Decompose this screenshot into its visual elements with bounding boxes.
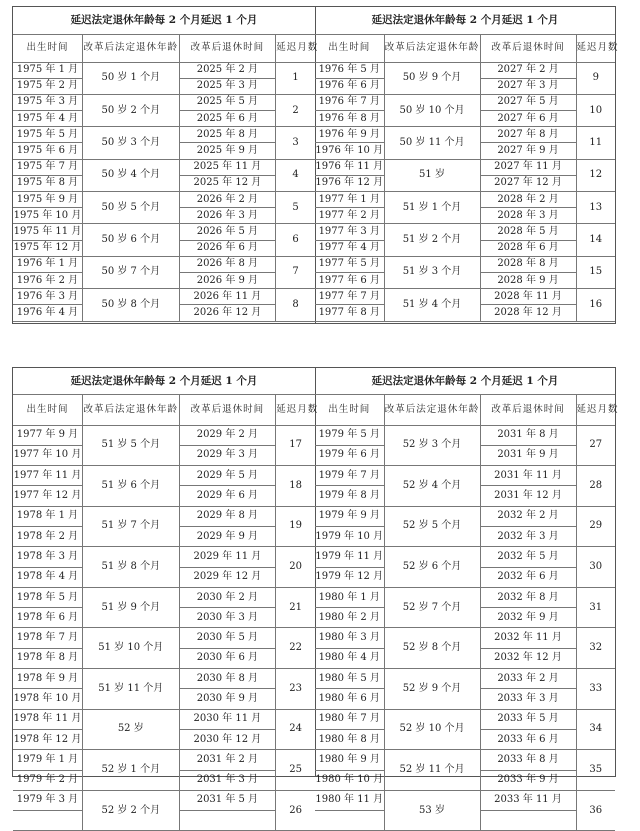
retirement-age-cell: 52 岁 6 个月 — [384, 547, 480, 588]
retirement-age-cell: 50 岁 10 个月 — [384, 94, 480, 126]
retirement-date-cell: 2029 年 5 月 — [179, 466, 276, 486]
retirement-date-cell: 2025 年 11 月 — [179, 159, 276, 175]
retirement-date-cell: 2025 年 5 月 — [179, 94, 276, 110]
title-row — [315, 368, 615, 394]
delay-months-cell: 18 — [276, 466, 315, 507]
delay-header: 延迟月数 — [276, 34, 315, 62]
birth-month-cell: 1975 年 7 月 — [13, 159, 82, 175]
retirement-date-cell: 2028 年 5 月 — [480, 224, 576, 240]
birth-month-cell: 1975 年 3 月 — [13, 94, 82, 110]
table-half-right — [315, 7, 619, 323]
table-row — [315, 224, 615, 240]
retirement-date-cell: 2026 年 5 月 — [179, 224, 276, 240]
birth-month-cell: 1979 年 1 月 — [13, 750, 82, 770]
delay-months-cell: 20 — [276, 547, 315, 588]
delay-months-cell: 32 — [576, 628, 615, 669]
retirement-date-cell: 2027 年 9 月 — [480, 143, 576, 159]
birth-month-cell: 1975 年 5 月 — [13, 127, 82, 143]
table-row — [315, 506, 615, 526]
retirement-date-cell: 2030 年 12 月 — [179, 729, 276, 749]
birth-month-cell: 1977 年 9 月 — [13, 425, 82, 445]
table-row — [13, 669, 315, 689]
delay-months-cell: 11 — [576, 127, 615, 159]
delay-months-cell: 2 — [276, 94, 315, 126]
retirement-date-cell: 2027 年 6 月 — [480, 111, 576, 127]
table-row — [315, 790, 615, 810]
retirement-age-cell: 51 岁 4 个月 — [384, 289, 480, 321]
birth-month-cell: 1979 年 7 月 — [315, 466, 384, 486]
retirement-age-cell: 52 岁 1 个月 — [82, 750, 179, 791]
retirement-age-cell: 51 岁 10 个月 — [82, 628, 179, 669]
birth-month-cell: 1975 年 6 月 — [13, 143, 82, 159]
table-row — [315, 669, 615, 689]
retirement-date-cell: 2033 年 8 月 — [480, 750, 576, 770]
birth-month-cell: 1977 年 2 月 — [315, 208, 384, 224]
retirement-date-cell: 2031 年 2 月 — [179, 750, 276, 770]
delay-months-cell: 19 — [276, 506, 315, 547]
retirement-date-cell: 2030 年 9 月 — [179, 689, 276, 709]
birth-month-cell: 1980 年 2 月 — [315, 608, 384, 628]
retirement-age-cell: 51 岁 2 个月 — [384, 224, 480, 256]
delay-months-cell: 36 — [576, 790, 615, 831]
birth-month-cell: 1976 年 6 月 — [315, 78, 384, 94]
table-row — [315, 587, 615, 607]
table-row — [315, 750, 615, 770]
retirement-table — [13, 368, 319, 831]
birth-month-cell: 1980 年 11 月 — [315, 790, 384, 810]
retirement-date-cell: 2026 年 8 月 — [179, 256, 276, 272]
birth-month-cell: 1980 年 8 月 — [315, 729, 384, 749]
delay-months-cell: 34 — [576, 709, 615, 750]
retirement-age-cell: 52 岁 2 个月 — [82, 790, 179, 831]
birth-month-cell: 1980 年 10 月 — [315, 770, 384, 790]
retirement-date-cell: 2027 年 11 月 — [480, 159, 576, 175]
birth-header: 出生时间 — [13, 394, 82, 425]
delay-months-cell: 9 — [576, 62, 615, 94]
birth-month-cell: 1979 年 2 月 — [13, 770, 82, 790]
retirement-table — [315, 368, 619, 831]
retirement-age-cell: 50 岁 9 个月 — [384, 62, 480, 94]
birth-month-cell: 1976 年 3 月 — [13, 289, 82, 305]
retirement-date-cell: 2026 年 11 月 — [179, 289, 276, 305]
birth-month-cell: 1976 年 10 月 — [315, 143, 384, 159]
retirement-date-cell: 2028 年 9 月 — [480, 272, 576, 288]
retirement-date-cell: 2027 年 8 月 — [480, 127, 576, 143]
retirement-date-cell: 2029 年 3 月 — [179, 445, 276, 465]
retirement-age-cell: 50 岁 3 个月 — [82, 127, 179, 159]
table-title: 延迟法定退休年龄每 2 个月延迟 1 个月 — [13, 7, 315, 34]
retire-date-header: 改革后退休时间 — [480, 394, 576, 425]
retirement-date-cell — [179, 811, 276, 831]
retirement-date-cell: 2033 年 6 月 — [480, 729, 576, 749]
birth-month-cell: 1977 年 5 月 — [315, 256, 384, 272]
birth-month-cell: 1976 年 7 月 — [315, 94, 384, 110]
retirement-date-cell: 2026 年 3 月 — [179, 208, 276, 224]
retirement-date-cell: 2031 年 8 月 — [480, 425, 576, 445]
retirement-age-cell: 51 岁 7 个月 — [82, 506, 179, 547]
delay-months-cell: 16 — [576, 289, 615, 321]
birth-header: 出生时间 — [315, 34, 384, 62]
birth-month-cell: 1979 年 11 月 — [315, 547, 384, 567]
retire-date-header: 改革后退休时间 — [480, 34, 576, 62]
title-row — [315, 7, 615, 34]
birth-month-cell: 1978 年 4 月 — [13, 567, 82, 587]
birth-month-cell: 1975 年 10 月 — [13, 208, 82, 224]
header-row — [13, 34, 315, 62]
birth-month-cell: 1979 年 3 月 — [13, 790, 82, 810]
age-header: 改革后法定退休年龄 — [82, 34, 179, 62]
retirement-date-cell: 2029 年 6 月 — [179, 486, 276, 506]
retirement-age-cell: 52 岁 10 个月 — [384, 709, 480, 750]
retirement-date-cell: 2030 年 8 月 — [179, 669, 276, 689]
retirement-date-cell: 2029 年 12 月 — [179, 567, 276, 587]
birth-month-cell: 1980 年 6 月 — [315, 689, 384, 709]
header-row — [315, 34, 615, 62]
table-row — [13, 506, 315, 526]
birth-month-cell: 1980 年 7 月 — [315, 709, 384, 729]
table-row — [13, 425, 315, 445]
table-row — [13, 466, 315, 486]
delay-months-cell: 35 — [576, 750, 615, 791]
retirement-date-cell: 2025 年 9 月 — [179, 143, 276, 159]
retirement-date-cell: 2026 年 6 月 — [179, 240, 276, 256]
retirement-date-cell: 2032 年 8 月 — [480, 587, 576, 607]
retirement-date-cell: 2032 年 11 月 — [480, 628, 576, 648]
birth-month-cell: 1978 年 11 月 — [13, 709, 82, 729]
retirement-date-cell: 2028 年 6 月 — [480, 240, 576, 256]
table-row — [315, 94, 615, 110]
table-row — [13, 94, 315, 110]
retirement-age-cell: 51 岁 3 个月 — [384, 256, 480, 288]
retirement-date-cell: 2030 年 5 月 — [179, 628, 276, 648]
retirement-age-cell: 51 岁 11 个月 — [82, 669, 179, 710]
retirement-date-cell: 2032 年 9 月 — [480, 608, 576, 628]
table-title: 延迟法定退休年龄每 2 个月延迟 1 个月 — [315, 368, 615, 394]
birth-month-cell: 1978 年 5 月 — [13, 587, 82, 607]
table-row — [315, 425, 615, 445]
birth-month-cell: 1978 年 12 月 — [13, 729, 82, 749]
retirement-date-cell: 2033 年 11 月 — [480, 790, 576, 810]
retirement-date-cell: 2027 年 12 月 — [480, 175, 576, 191]
birth-month-cell: 1975 年 1 月 — [13, 62, 82, 78]
table-row — [315, 289, 615, 305]
retirement-age-cell: 52 岁 5 个月 — [384, 506, 480, 547]
retire-date-header: 改革后退休时间 — [179, 34, 276, 62]
retirement-date-cell: 2025 年 6 月 — [179, 111, 276, 127]
retirement-date-cell: 2027 年 5 月 — [480, 94, 576, 110]
table-row — [315, 62, 615, 78]
table-row — [315, 547, 615, 567]
birth-month-cell: 1979 年 9 月 — [315, 506, 384, 526]
delay-months-cell: 1 — [276, 62, 315, 94]
birth-month-cell: 1978 年 2 月 — [13, 526, 82, 546]
delay-months-cell: 25 — [276, 750, 315, 791]
delay-months-cell: 14 — [576, 224, 615, 256]
birth-month-cell: 1978 年 6 月 — [13, 608, 82, 628]
retirement-date-cell: 2029 年 11 月 — [179, 547, 276, 567]
birth-month-cell: 1977 年 7 月 — [315, 289, 384, 305]
delay-months-cell: 17 — [276, 425, 315, 466]
retirement-table — [315, 7, 619, 322]
delay-months-cell: 31 — [576, 587, 615, 628]
delay-months-cell: 23 — [276, 669, 315, 710]
retirement-age-cell: 52 岁 — [82, 709, 179, 750]
table-row — [315, 127, 615, 143]
delay-months-cell: 29 — [576, 506, 615, 547]
table-half-right — [315, 368, 619, 816]
delay-header: 延迟月数 — [276, 394, 315, 425]
retirement-date-cell: 2025 年 3 月 — [179, 78, 276, 94]
birth-month-cell: 1977 年 10 月 — [13, 445, 82, 465]
birth-month-cell: 1975 年 11 月 — [13, 224, 82, 240]
table-row — [13, 628, 315, 648]
birth-month-cell: 1978 年 10 月 — [13, 689, 82, 709]
retirement-age-cell: 50 岁 5 个月 — [82, 192, 179, 224]
retirement-date-cell: 2031 年 3 月 — [179, 770, 276, 790]
retirement-date-cell: 2027 年 3 月 — [480, 78, 576, 94]
table-row — [13, 127, 315, 143]
table-row — [13, 547, 315, 567]
birth-month-cell: 1978 年 1 月 — [13, 506, 82, 526]
retirement-age-cell: 53 岁 — [384, 790, 480, 831]
birth-month-cell: 1976 年 1 月 — [13, 256, 82, 272]
table-title: 延迟法定退休年龄每 2 个月延迟 1 个月 — [13, 368, 315, 394]
retirement-date-cell: 2026 年 2 月 — [179, 192, 276, 208]
retirement-age-cell: 51 岁 8 个月 — [82, 547, 179, 588]
retirement-date-cell: 2027 年 2 月 — [480, 62, 576, 78]
delay-header: 延迟月数 — [576, 394, 615, 425]
retirement-age-cell: 50 岁 2 个月 — [82, 94, 179, 126]
birth-month-cell: 1976 年 8 月 — [315, 111, 384, 127]
birth-month-cell: 1975 年 9 月 — [13, 192, 82, 208]
age-header: 改革后法定退休年龄 — [384, 34, 480, 62]
retirement-date-cell: 2030 年 3 月 — [179, 608, 276, 628]
table-half-left — [13, 368, 319, 816]
birth-month-cell: 1980 年 5 月 — [315, 669, 384, 689]
table-row — [315, 159, 615, 175]
birth-month-cell: 1976 年 2 月 — [13, 272, 82, 288]
birth-month-cell: 1978 年 7 月 — [13, 628, 82, 648]
retirement-date-cell: 2029 年 9 月 — [179, 526, 276, 546]
delay-months-cell: 15 — [576, 256, 615, 288]
table-row — [315, 628, 615, 648]
table-title: 延迟法定退休年龄每 2 个月延迟 1 个月 — [315, 7, 615, 34]
retirement-date-cell — [480, 811, 576, 831]
birth-month-cell: 1980 年 1 月 — [315, 587, 384, 607]
birth-month-cell: 1976 年 11 月 — [315, 159, 384, 175]
retirement-date-cell: 2028 年 2 月 — [480, 192, 576, 208]
retirement-age-cell: 52 岁 11 个月 — [384, 750, 480, 791]
retirement-date-cell: 2025 年 12 月 — [179, 175, 276, 191]
retirement-age-cell: 50 岁 8 个月 — [82, 289, 179, 321]
retirement-date-cell: 2030 年 6 月 — [179, 648, 276, 668]
delay-months-cell: 3 — [276, 127, 315, 159]
delay-months-cell: 28 — [576, 466, 615, 507]
birth-month-cell: 1975 年 12 月 — [13, 240, 82, 256]
retirement-date-cell: 2025 年 2 月 — [179, 62, 276, 78]
header-row — [315, 394, 615, 425]
delay-months-cell: 8 — [276, 289, 315, 321]
birth-month-cell: 1979 年 12 月 — [315, 567, 384, 587]
retirement-date-cell: 2026 年 12 月 — [179, 305, 276, 321]
retirement-date-cell: 2032 年 12 月 — [480, 648, 576, 668]
table-half-left — [13, 7, 319, 323]
retirement-date-cell: 2031 年 9 月 — [480, 445, 576, 465]
table-row — [13, 62, 315, 78]
table-row — [315, 709, 615, 729]
table-row — [13, 159, 315, 175]
retirement-table-block-1 — [12, 6, 619, 324]
birth-month-cell: 1976 年 9 月 — [315, 127, 384, 143]
retirement-table — [13, 7, 319, 322]
retirement-date-cell: 2031 年 11 月 — [480, 466, 576, 486]
retirement-date-cell: 2028 年 12 月 — [480, 305, 576, 321]
retirement-date-cell: 2028 年 11 月 — [480, 289, 576, 305]
retirement-age-cell: 52 岁 4 个月 — [384, 466, 480, 507]
birth-month-cell — [13, 811, 82, 831]
birth-header: 出生时间 — [315, 394, 384, 425]
delay-header: 延迟月数 — [576, 34, 615, 62]
delay-months-cell: 30 — [576, 547, 615, 588]
birth-month-cell: 1977 年 12 月 — [13, 486, 82, 506]
retirement-date-cell: 2033 年 9 月 — [480, 770, 576, 790]
table-row — [13, 192, 315, 208]
retirement-age-cell: 51 岁 5 个月 — [82, 425, 179, 466]
retirement-date-cell: 2032 年 3 月 — [480, 526, 576, 546]
delay-months-cell: 4 — [276, 159, 315, 191]
delay-months-cell: 22 — [276, 628, 315, 669]
retirement-date-cell: 2032 年 5 月 — [480, 547, 576, 567]
retirement-age-cell: 52 岁 9 个月 — [384, 669, 480, 710]
birth-month-cell: 1978 年 8 月 — [13, 648, 82, 668]
retirement-date-cell: 2025 年 8 月 — [179, 127, 276, 143]
birth-month-cell: 1979 年 8 月 — [315, 486, 384, 506]
retirement-date-cell: 2026 年 9 月 — [179, 272, 276, 288]
retirement-age-cell: 50 岁 7 个月 — [82, 256, 179, 288]
birth-month-cell: 1977 年 11 月 — [13, 466, 82, 486]
birth-month-cell: 1975 年 8 月 — [13, 175, 82, 191]
table-row — [13, 256, 315, 272]
age-header: 改革后法定退休年龄 — [384, 394, 480, 425]
retirement-age-cell: 51 岁 9 个月 — [82, 587, 179, 628]
birth-month-cell: 1980 年 3 月 — [315, 628, 384, 648]
birth-month-cell: 1979 年 6 月 — [315, 445, 384, 465]
retirement-age-cell: 52 岁 8 个月 — [384, 628, 480, 669]
table-row — [13, 709, 315, 729]
birth-month-cell: 1978 年 9 月 — [13, 669, 82, 689]
title-row — [13, 7, 315, 34]
delay-months-cell: 10 — [576, 94, 615, 126]
retirement-age-cell: 52 岁 3 个月 — [384, 425, 480, 466]
delay-months-cell: 12 — [576, 159, 615, 191]
table-row — [315, 256, 615, 272]
retirement-age-cell: 50 岁 1 个月 — [82, 62, 179, 94]
table-row — [13, 750, 315, 770]
birth-month-cell: 1980 年 4 月 — [315, 648, 384, 668]
delay-months-cell: 5 — [276, 192, 315, 224]
retirement-date-cell: 2031 年 12 月 — [480, 486, 576, 506]
retirement-age-cell: 51 岁 1 个月 — [384, 192, 480, 224]
retire-date-header: 改革后退休时间 — [179, 394, 276, 425]
birth-month-cell: 1980 年 9 月 — [315, 750, 384, 770]
retirement-age-cell: 50 岁 11 个月 — [384, 127, 480, 159]
retirement-age-cell: 51 岁 — [384, 159, 480, 191]
retirement-date-cell: 2033 年 5 月 — [480, 709, 576, 729]
birth-month-cell: 1977 年 4 月 — [315, 240, 384, 256]
birth-month-cell: 1977 年 1 月 — [315, 192, 384, 208]
retirement-age-cell: 50 岁 6 个月 — [82, 224, 179, 256]
table-row — [13, 289, 315, 305]
birth-month-cell: 1978 年 3 月 — [13, 547, 82, 567]
title-row — [13, 368, 315, 394]
table-row — [13, 790, 315, 810]
birth-month-cell: 1979 年 10 月 — [315, 526, 384, 546]
retirement-date-cell: 2032 年 2 月 — [480, 506, 576, 526]
retirement-date-cell: 2030 年 11 月 — [179, 709, 276, 729]
retirement-age-cell: 52 岁 7 个月 — [384, 587, 480, 628]
retirement-date-cell: 2028 年 3 月 — [480, 208, 576, 224]
delay-months-cell: 26 — [276, 790, 315, 831]
birth-month-cell: 1976 年 12 月 — [315, 175, 384, 191]
delay-months-cell: 27 — [576, 425, 615, 466]
birth-month-cell: 1977 年 3 月 — [315, 224, 384, 240]
birth-month-cell: 1976 年 5 月 — [315, 62, 384, 78]
delay-months-cell: 21 — [276, 587, 315, 628]
delay-months-cell: 33 — [576, 669, 615, 710]
birth-month-cell: 1976 年 4 月 — [13, 305, 82, 321]
retirement-date-cell: 2033 年 3 月 — [480, 689, 576, 709]
birth-month-cell: 1977 年 6 月 — [315, 272, 384, 288]
retirement-date-cell: 2028 年 8 月 — [480, 256, 576, 272]
delay-months-cell: 7 — [276, 256, 315, 288]
delay-months-cell: 24 — [276, 709, 315, 750]
retirement-date-cell: 2033 年 2 月 — [480, 669, 576, 689]
retirement-age-cell: 51 岁 6 个月 — [82, 466, 179, 507]
age-header: 改革后法定退休年龄 — [82, 394, 179, 425]
birth-month-cell: 1979 年 5 月 — [315, 425, 384, 445]
table-row — [13, 587, 315, 607]
birth-month-cell: 1977 年 8 月 — [315, 305, 384, 321]
header-row — [13, 394, 315, 425]
retirement-table-block-2 — [12, 367, 619, 816]
birth-month-cell: 1975 年 2 月 — [13, 78, 82, 94]
retirement-date-cell: 2029 年 8 月 — [179, 506, 276, 526]
retirement-date-cell: 2029 年 2 月 — [179, 425, 276, 445]
birth-header: 出生时间 — [13, 34, 82, 62]
table-row — [315, 192, 615, 208]
birth-month-cell: 1975 年 4 月 — [13, 111, 82, 127]
retirement-date-cell: 2030 年 2 月 — [179, 587, 276, 607]
delay-months-cell: 6 — [276, 224, 315, 256]
table-row — [13, 224, 315, 240]
retirement-date-cell: 2031 年 5 月 — [179, 790, 276, 810]
birth-month-cell — [315, 811, 384, 831]
table-row — [315, 466, 615, 486]
retirement-date-cell: 2032 年 6 月 — [480, 567, 576, 587]
delay-months-cell: 13 — [576, 192, 615, 224]
retirement-age-cell: 50 岁 4 个月 — [82, 159, 179, 191]
